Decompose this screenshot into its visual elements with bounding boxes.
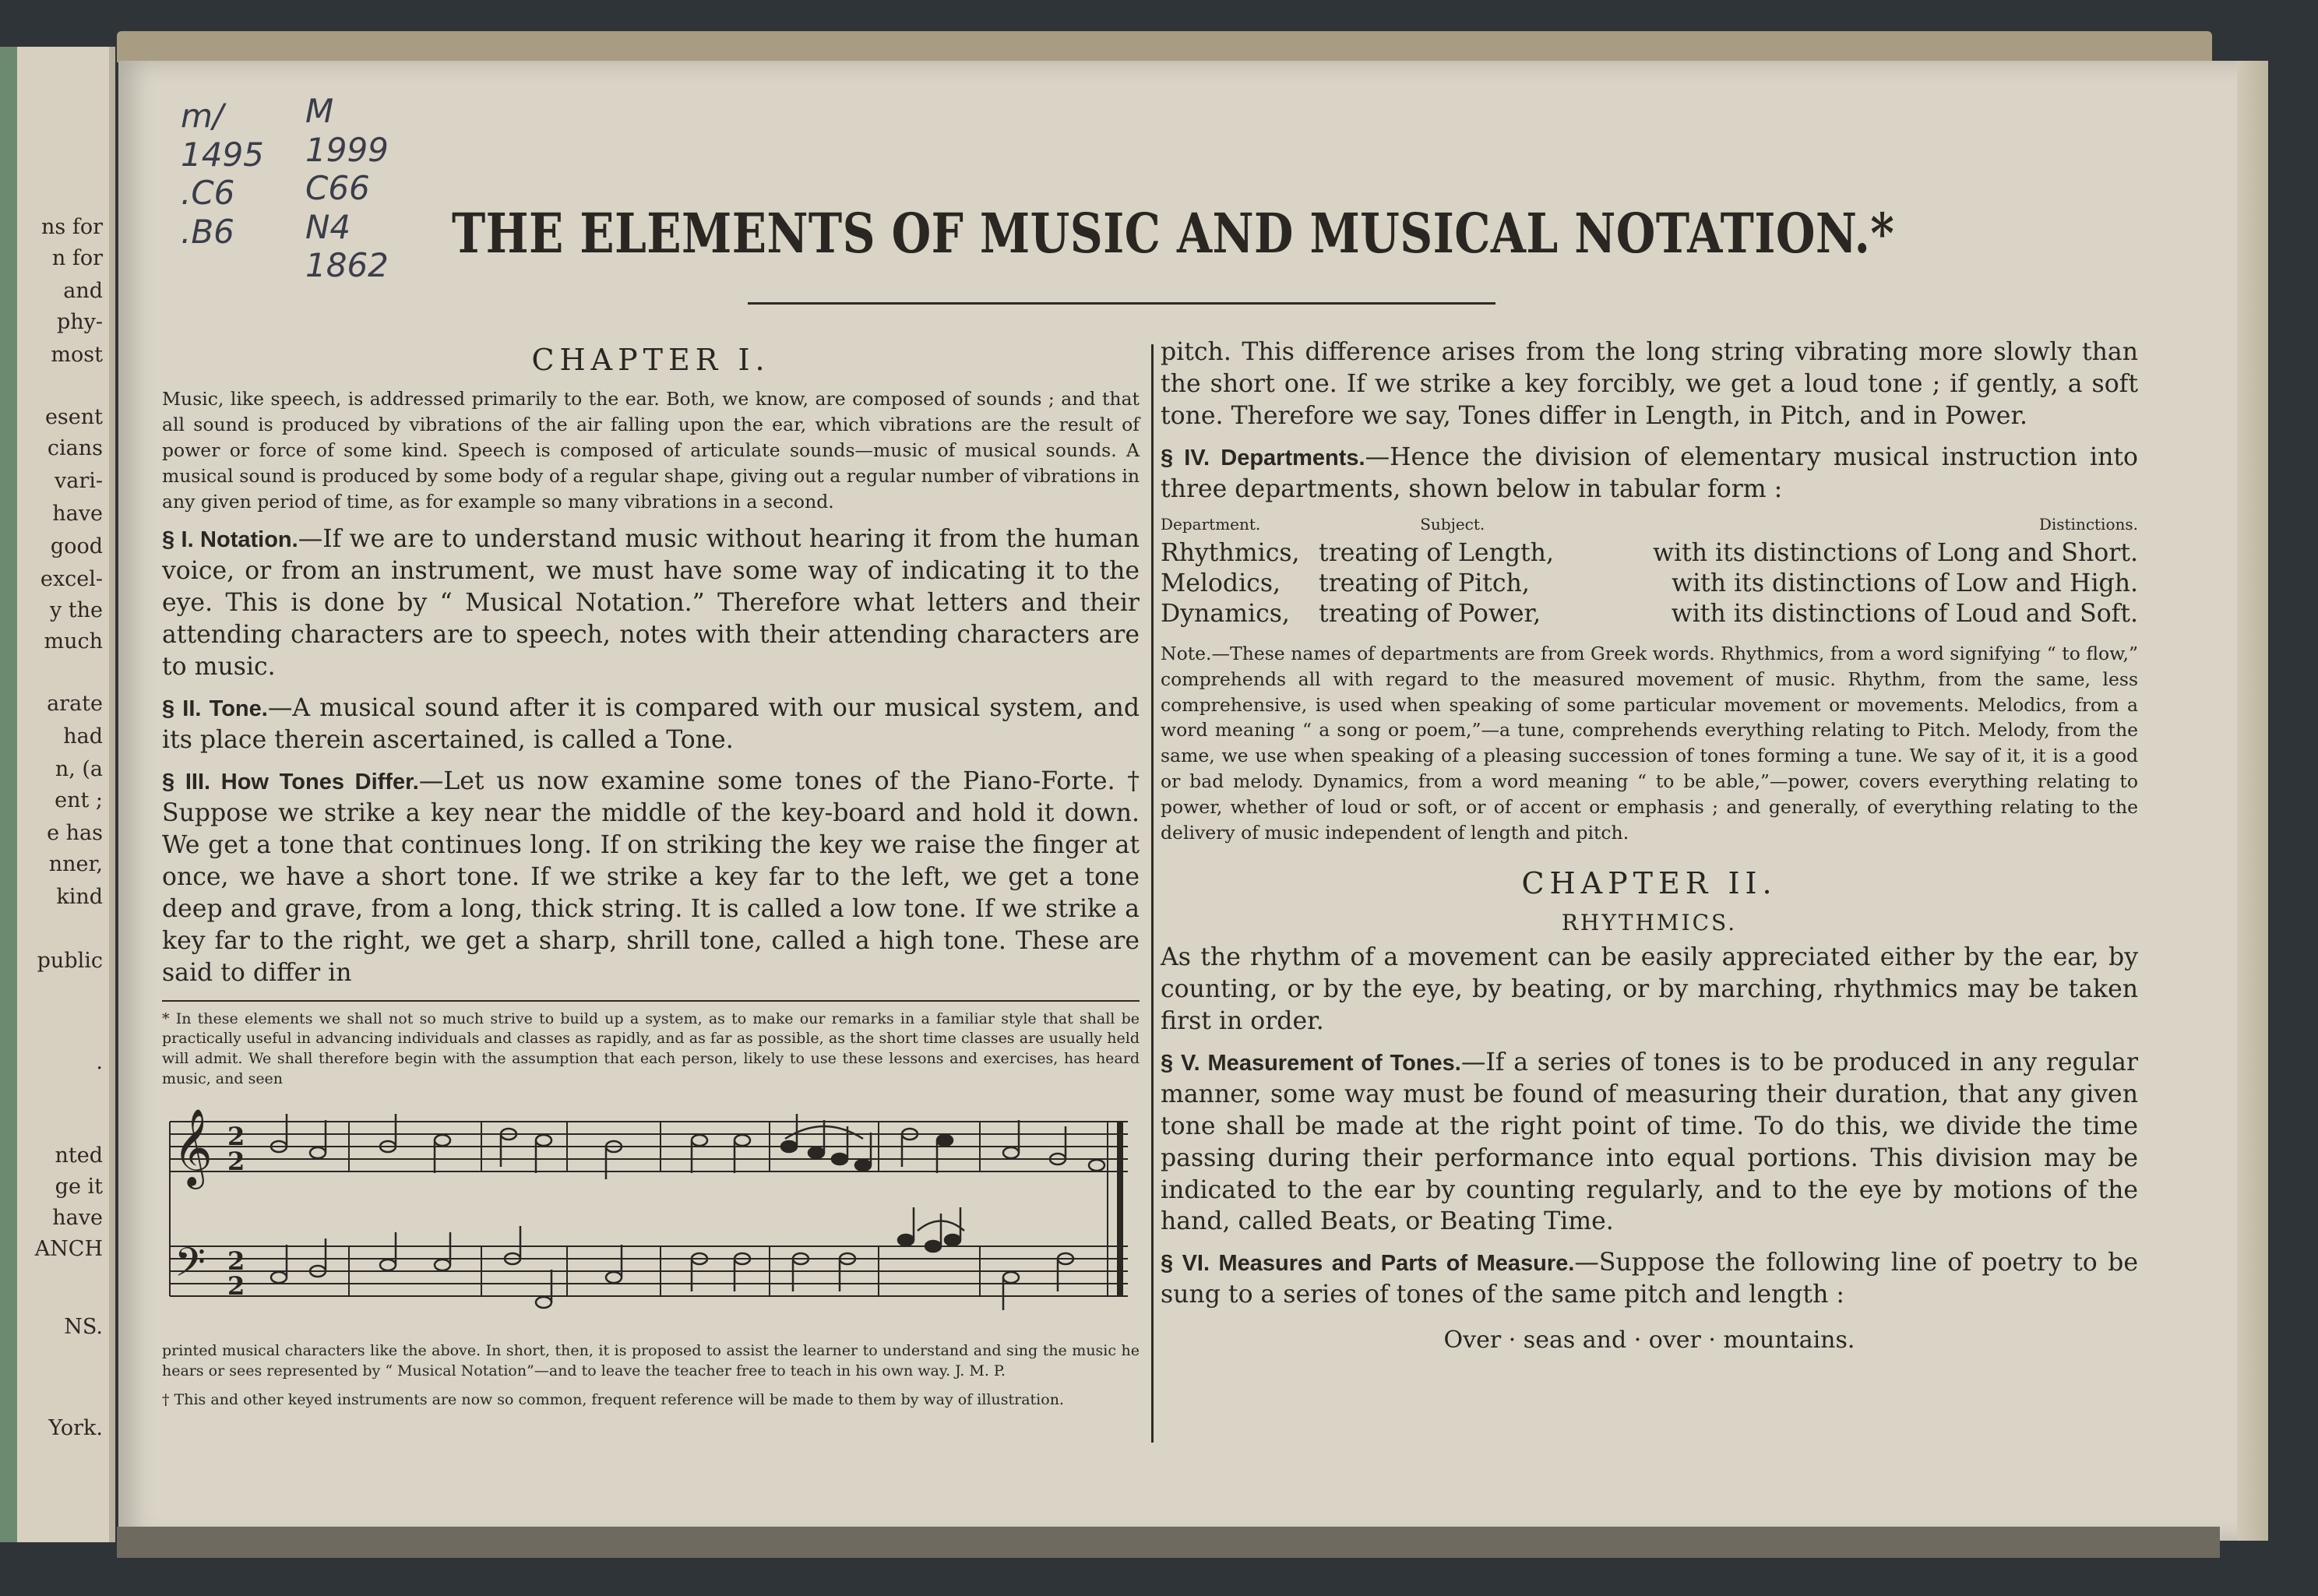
chapter-one-intro: Music, like speech, is addressed primarily to the ear. Both, we know, are composed of sounds ; and that all sound is produced by vibrations of the air falling upon the ear, which vibrations are the result of power or force of some kind. Speech is composed of articulate sounds—music of musical sounds. A musical sound is produced by some body of a regular shape, giving out a regular number of vibrations in any given period of time, as for example so many vibrations in a second. (162, 388, 1140, 513)
top-edge (117, 31, 2212, 62)
left-page-fragment: e has (47, 821, 103, 845)
poem-line: Over · seas and · over · mountains. (1443, 1326, 1855, 1355)
page-title: THE ELEMENTS OF MUSIC AND MUSICAL NOTATION.* (452, 201, 1895, 266)
section-five-heading: § V. Measurement of Tones. (1161, 1050, 1461, 1076)
left-page-fragment: esent (44, 405, 103, 429)
section-five (1161, 1047, 2138, 1238)
left-page-fragment: public (37, 949, 103, 973)
time-sig-treble-bottom: 2 (227, 1147, 245, 1177)
left-page-fragment: ent ; (55, 788, 103, 812)
section-six (1161, 1247, 2138, 1311)
left-page-fragment: phy- (56, 310, 103, 334)
left-page (0, 47, 115, 1542)
section-one-heading: § I. Notation. (162, 527, 298, 553)
chapter-two-heading: CHAPTER II. (1521, 865, 1777, 900)
section-one (162, 523, 1140, 683)
footnote-one: * In these elements we shall not so much strive to build up a system, as to make our remarks in a familiar style that shall be practically useful in advancing individuals and classes as rapidly, and as far as possible, as the short time classes are usually held will admit. We shall therefore begin with the assumption that each person, likely to use these lessons and exercises, has heard music, and seen (162, 1009, 1140, 1087)
time-sig-bass-top: 2 (227, 1246, 245, 1277)
left-page-fragment: nner, (48, 852, 103, 876)
table-header-row (1161, 515, 2138, 538)
left-page-fragment: cians (47, 436, 103, 460)
section-six-text: —Suppose the following line of poetry to be sung to a series of tones of the same pitch and length : (1161, 1249, 2138, 1309)
footnote-two: † This and other keyed instruments are now so common, frequent reference will be made to them by way of illustration. (162, 1391, 1064, 1409)
left-page-fragment: n for (51, 246, 103, 270)
section-one-text: —If we are to understand music without hearing it from the human voice, or from an instrument, we must have some way of indicating it to the eye. This is done by “ Musical Notation.” Therefore what letters and their attending characters are to speech, notes with their attending characters are to music. (162, 525, 1140, 682)
left-page-fragment: n, (a (55, 757, 103, 781)
treble-quarter-notes (781, 1114, 953, 1173)
time-sig-bass-bottom: 2 (227, 1271, 245, 1302)
left-page-fragment: excel- (40, 567, 103, 591)
table-row: Dynamics, treating of Power, with its distinctions of Loud and Soft. (1161, 600, 2138, 629)
bottom-edge (117, 1527, 2220, 1558)
left-page-binding (0, 47, 17, 1542)
section-four-heading: § IV. Departments. (1161, 445, 1365, 470)
section-two (162, 692, 1140, 756)
section-two-heading: § II. Tone. (162, 696, 268, 722)
section-three-continued: pitch. This difference arises from the long string vibrating more slowly than the short one. If we strike a key forcibly, we get a loud tone ; if gently, a soft tone. Therefore we say, Tones differ in Length, in Pitch, and in Power. (1161, 338, 2138, 430)
bass-clef: 𝄢 (174, 1238, 206, 1296)
left-page-fragment: most (51, 343, 103, 367)
table-row: Rhythmics, treating of Length, with its distinctions of Long and Short. (1161, 538, 2138, 567)
left-page-fragment: y the (49, 598, 103, 622)
left-page-fragment: vari- (54, 469, 103, 493)
left-page-fragment: kind (56, 885, 103, 909)
column-rule (1151, 344, 1154, 1443)
bass-upper-notes (898, 1207, 960, 1252)
left-page-fragment: nted (55, 1143, 103, 1168)
call-number-left: m/ 1495 .C6 .B6 (181, 97, 264, 251)
bass-staff (170, 1246, 1128, 1296)
final-bar (1117, 1122, 1123, 1296)
left-page-fragment: and (63, 279, 103, 303)
table-row: Melodics, treating of Pitch, with its distinctions of Low and High. (1161, 569, 2138, 598)
chapter-one-heading: CHAPTER I. (531, 343, 770, 377)
section-three-text: —Let us now examine some tones of the Piano-Forte. † Suppose we strike a key near the middle of the key-board and hold it down. We get a tone that continues long. If on striking the key we raise the finger at once, we have a short tone. If we strike a key far to the left, we get a tone deep and grave, from a long, thick string. It is called a low tone. If we strike a key far to the right, we get a sharp, shrill tone, called a high tone. These are said to differ in (162, 767, 1140, 987)
section-three-heading: § III. How Tones Differ. (162, 770, 419, 795)
chapter-two-intro: As the rhythm of a movement can be easily appreciated either by the ear, by counting, or by the eye, by beating, or by marching, rhythmics may be taken first in order. (1161, 942, 2138, 1035)
rhythmics-heading: RHYTHMICS. (1561, 909, 1738, 935)
header-department: Department. (1161, 514, 1261, 534)
call-number-right: M 1999 C66 N4 1862 (305, 92, 389, 285)
left-page-fragment: ANCH (34, 1237, 103, 1261)
left-page-fragment: arate (47, 692, 103, 716)
section-four-text: —Hence the division of elementary musical instruction into three departments, shown below in tabular form : (1161, 442, 2138, 503)
section-six-heading: § VI. Measures and Parts of Measure. (1161, 1251, 1575, 1277)
header-subject: Subject. (1420, 514, 1485, 534)
left-page-fragment: York. (48, 1416, 103, 1440)
left-page-fragment: ge it (55, 1175, 103, 1199)
left-page-fragment: . (96, 1050, 103, 1074)
left-page-fragment: good (50, 534, 103, 558)
departments-table (1161, 515, 2138, 630)
footnote-rule (162, 1000, 1140, 1002)
title-rule (748, 302, 1495, 305)
music-notation-example (162, 1098, 1140, 1332)
page-edge (2237, 61, 2268, 1541)
left-page-fragment: much (44, 629, 103, 654)
left-page-fragment: ns for (41, 215, 103, 239)
time-sig-treble-top: 2 (227, 1122, 245, 1152)
section-five-text: —If a series of tones is to be produced in any regular manner, some way must be found of measuring their duration, that any given tone shall be made at the right point of time. To do this, we divide the time passing during their performance into equal portions. This division may be indicated to the ear by counting regularly, and to the eye by motions of the hand, called Beats, or Beating Time. (1161, 1048, 2138, 1236)
section-two-text: —A musical sound after it is compared with our musical system, and its place therein ascertained, is called a Tone. (162, 694, 1140, 755)
left-page-fragment: have (52, 1206, 103, 1230)
left-page-fragment: had (63, 724, 103, 749)
treble-staff (170, 1122, 1128, 1171)
left-page-fragment: have (52, 502, 103, 526)
section-three (162, 766, 1140, 989)
left-column (162, 336, 1140, 1420)
left-page-fragment: NS. (64, 1315, 103, 1339)
footnote-one-continued: printed musical characters like the above. In short, then, it is proposed to assist the learner to understand and sing the music he hears or sees represented by “ Musical Notation”—and to leave the teacher free to teach in his own way. J. M. P. (162, 1342, 1140, 1379)
departments-note: Note.—These names of departments are from Greek words. Rhythmics, from a word signifying “ to flow,” comprehends all with regard to the measured movement of music. Rhythm, from the same, less comprehensive, is used when speaking of some particular movement or movements. Melodics, from a word meaning “ a song or poem,”—a tune, comprehends everything relating to Pitch. Melody, from the same, we use when speaking of a pleasing succession of tones forming a tune. We say of it, it is a good or bad melody. Dynamics, from a word meaning “ to be able,”—power, covers everything relating to power, whether of loud or soft, or of accent or emphasis ; and generally, of everything relating to the delivery of music independent of length and pitch. (1161, 642, 2138, 844)
treble-clef: 𝄞 (173, 1108, 213, 1187)
section-four (1161, 442, 2138, 506)
right-column (1161, 336, 2138, 1354)
header-distinctions: Distinctions. (2038, 514, 2138, 534)
